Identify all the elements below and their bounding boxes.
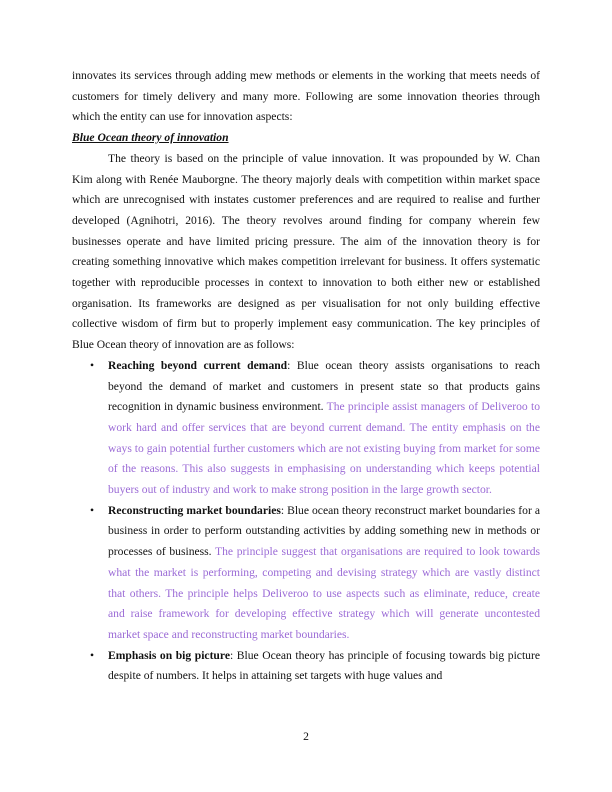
list-item: [72, 356, 540, 501]
principle-term: Emphasis on big picture: [108, 648, 230, 662]
bullet-icon: •: [90, 648, 95, 662]
section-heading: Blue Ocean theory of innovation: [72, 131, 229, 145]
principle-term: Reaching beyond current demand: [108, 358, 288, 372]
principles-list: [72, 356, 540, 687]
principle-text: : Blue ocean theory assists organisations to reach beyond the demand of market and customers in present state so that products gains recognition in dynamic business environment.: [108, 358, 541, 414]
body-paragraph: The theory is based on the principle of value innovation. It was propounded by W. Chan Kim along with Renée Mauborgne. The theory majorly deals with competition within market space which are unrecognised with instates customer preferences and are required to realise and further developed (Agnihotri, 2016). The theory revolves around finding for company wherein few businesses operate and have limited pricing pressure. The aim of the innovation theory is for creating something innovative which makes competition irrelevant for business. It offers systematic together with reproducible processes in context to innovation to both either new or established organisation. Its frameworks are designed as per visualisation for not only building effective collective wisdom of firm but to properly implement easy communication. The key principles of Blue Ocean theory of innovation are as follows:: [72, 151, 540, 352]
list-item: [72, 646, 540, 687]
principle-text: : Blue Ocean theory has principle of focusing towards big picture despite of numbers. It helps in attaining set targets with huge values and: [108, 648, 540, 683]
list-item: [72, 501, 540, 646]
principle-term: Reconstructing market boundaries: [108, 503, 281, 517]
intro-paragraph: innovates its services through adding mew methods or elements in the working that meets needs of customers for timely delivery and many more. Following are some innovation theories through which the entity can use for innovation aspects:: [72, 69, 540, 124]
principle-text: : Blue ocean theory reconstruct market boundaries for a business in order to perform outstanding activities by adding something new in methods or processes of business.: [108, 503, 540, 559]
bullet-icon: •: [90, 358, 95, 372]
bullet-icon: •: [90, 503, 95, 517]
principle-highlight: The principle suggest that organisations are required to look towards what the market is performing, competing and devising strategy which are vastly distinct that others. The principle helps Deliveroo to use aspects such as eliminate, reduce, create and raise framework for developing effective strategy which will generate uncontested market space and reconstructing market boundaries.: [108, 545, 541, 641]
document-page: [72, 66, 540, 687]
principle-highlight: The principle assist managers of Deliveroo to work hard and offer services that are beyond current demand. The entity emphasis on the ways to gain potential further customers which are not existing buying from market for some of the reasons. This also suggests in emphasising on understanding which keeps potential buyers out of industry and work to make strong position in the large growth sector.: [108, 400, 540, 497]
page-number: 2: [303, 730, 309, 743]
